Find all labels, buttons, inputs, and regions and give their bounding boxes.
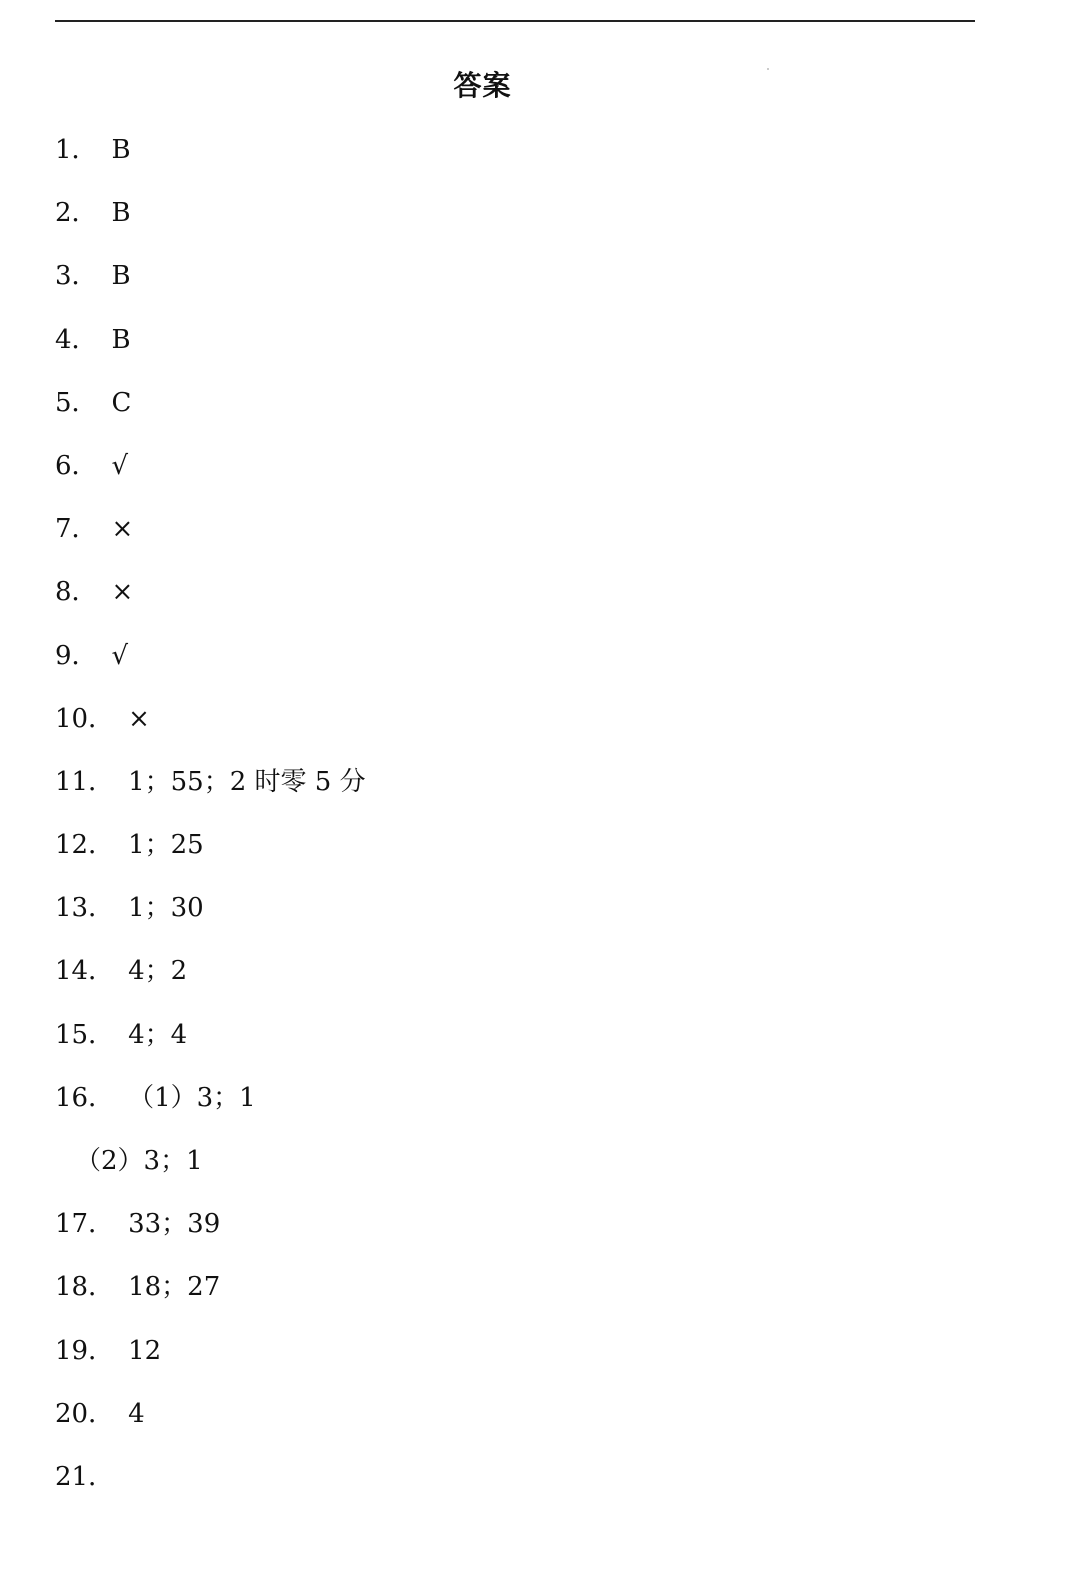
answer-value: ×: [128, 703, 150, 734]
answer-value: 4；2: [128, 956, 188, 987]
answer-value: ×: [111, 577, 134, 608]
header-rule: [55, 20, 975, 22]
answer-number: 16．: [55, 1082, 115, 1113]
answer-value: B: [111, 198, 131, 229]
answer-row: [55, 632, 366, 695]
answer-number: 11．: [55, 766, 115, 797]
answer-list: [55, 126, 366, 1516]
answer-value: C: [111, 387, 132, 418]
answer-row: [55, 947, 366, 1010]
answer-value: 4: [128, 1398, 145, 1429]
answer-number: 1．: [55, 135, 98, 165]
answer-value: （1）3；1: [128, 1082, 256, 1113]
answer-row: [55, 1074, 366, 1137]
answer-number: 19．: [55, 1335, 115, 1366]
answer-number: 6．: [55, 450, 98, 481]
answer-number: 15．: [55, 1019, 115, 1050]
answer-number: 18．: [55, 1272, 115, 1303]
answer-row: [55, 316, 366, 379]
answer-value: √: [111, 450, 129, 481]
answer-value: 1；30: [128, 893, 204, 924]
answer-row: [55, 884, 366, 947]
answer-row: [55, 821, 366, 884]
answer-number: 21．: [55, 1461, 115, 1492]
answer-row: [55, 758, 366, 821]
answer-value: 1；55；2 时零 5 分: [128, 766, 366, 797]
page-title: 答案: [453, 69, 512, 102]
answer-row: [55, 1137, 366, 1200]
answer-row: [55, 1200, 366, 1263]
answer-value: B: [111, 261, 131, 292]
answer-row: [55, 1453, 366, 1516]
answer-value: √: [111, 640, 129, 671]
answer-number: 10．: [55, 703, 115, 734]
answer-value: 33；39: [128, 1209, 221, 1240]
answer-number: 4．: [55, 324, 98, 355]
answer-value: 1；25: [128, 830, 204, 861]
answer-row: [55, 505, 366, 568]
answer-row: [55, 252, 366, 315]
answer-row: [55, 695, 366, 758]
answer-row: [55, 1263, 366, 1326]
answer-row: [55, 1011, 366, 1074]
answer-number: 13．: [55, 893, 115, 924]
answer-row: [55, 379, 366, 442]
answer-number: 7．: [55, 514, 98, 545]
answer-row: [55, 1327, 366, 1390]
answer-value: （2）3；1: [75, 1146, 203, 1176]
answer-row: [55, 1390, 366, 1453]
answer-value: ×: [111, 514, 134, 545]
answer-value: B: [111, 135, 131, 165]
answer-number: 9．: [55, 640, 98, 671]
answer-value: 18；27: [128, 1272, 221, 1303]
answer-row: [55, 126, 366, 189]
answer-number: 2．: [55, 198, 98, 229]
answer-number: 8．: [55, 577, 98, 608]
answer-number: 3．: [55, 261, 98, 292]
answer-number: 20．: [55, 1398, 115, 1429]
answer-row: [55, 442, 366, 505]
answer-row: [55, 568, 366, 631]
answer-value: 12: [128, 1335, 162, 1366]
answer-row: [55, 189, 366, 252]
answer-number: 5．: [55, 387, 98, 418]
answer-value: 4；4: [128, 1019, 188, 1050]
answer-number: 12．: [55, 830, 115, 861]
answer-value: B: [111, 324, 131, 355]
answer-number: 14．: [55, 956, 115, 987]
answer-number: 17．: [55, 1209, 115, 1240]
